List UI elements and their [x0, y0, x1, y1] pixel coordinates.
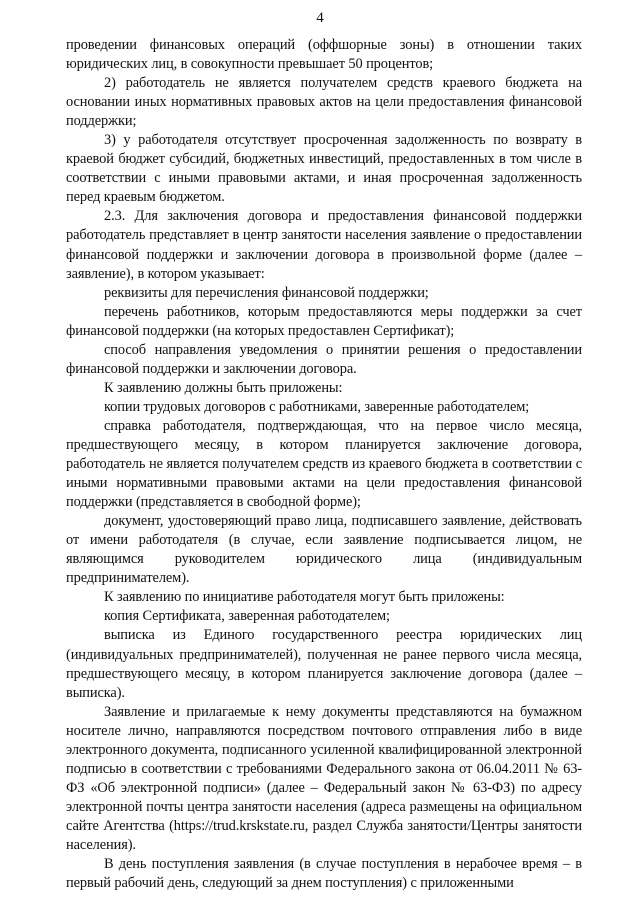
paragraph: проведении финансовых операций (оффшорные зоны) в отношении таких юридических лиц, в совокупности превышает 50 процентов; [66, 37, 582, 73]
paragraph: реквизиты для перечисления финансовой поддержки; [104, 284, 429, 301]
paragraph: К заявлению должны быть приложены: [104, 379, 343, 396]
page-number: 4 [316, 10, 324, 26]
paragraph: 3) у работодателя отсутствует просроченная задолженность по возврату в краевой бюджет субсидий, бюджетных инвестиций, предоставленных в том числе в соответствии с иными правовыми актами, и иная просроченная задолженность перед краевым бюджетом. [66, 132, 582, 206]
paragraph: К заявлению по инициативе работодателя могут быть приложены: [104, 589, 505, 606]
paragraph: выписка из Единого государственного реестра юридических лиц (индивидуальных предпринимателей), полученная не ранее первого числа месяца, предшествующего месяцу, в котором планируется заключение договора (далее – выписка). [66, 627, 582, 701]
paragraph: 2.3. Для заключения договора и предоставления финансовой поддержки работодатель представляет в центр занятости населения заявление о предоставлении финансовой поддержки и заключении договора в произвольной форме (далее – заявление), в котором указывает: [66, 208, 582, 282]
paragraph: справка работодателя, подтверждающая, что на первое число месяца, предшествующего месяцу, в котором планируется заключение договора, работодатель не является получателем средств из краевого бюджета в соответствии с иными нормативными правовыми актами на цели предоставления финансовой поддержки (представляется в свободной форме); [66, 417, 582, 511]
paragraph: копия Сертификата, заверенная работодателем; [104, 608, 390, 625]
paragraph: В день поступления заявления (в случае поступления в нерабочее время – в первый рабочий день, следующий за днем поступления) с приложенными [66, 856, 582, 892]
paragraph: перечень работников, которым предоставляются меры поддержки за счет финансовой поддержки (на которых предоставлен Сертификат); [66, 303, 582, 339]
paragraph: способ направления уведомления о принятии решения о предоставлении финансовой поддержки и заключении договора. [66, 341, 582, 377]
paragraph: 2) работодатель не является получателем средств краевого бюджета на основании иных нормативных правовых актов на цели предоставления финансовой поддержки; [66, 75, 582, 130]
document-body [66, 36, 582, 893]
paragraph: копии трудовых договоров с работниками, заверенные работодателем; [104, 398, 530, 415]
paragraph: Заявление и прилагаемые к нему документы представляются на бумажном носителе лично, направляются посредством почтового отправления либо в виде электронного документа, подписанного усиленной квалифицированной электронной подписью в соответствии с требованиями Федерального закона от 06.04.2011 № 63-ФЗ «Об электронной подписи» (далее – Федеральный закон № 63-ФЗ) по адресу электронной почты центра занятости населения (адреса размещены на официальном сайте Агентства (https://trud.krskstate.ru, раздел Служба занятости/Центры занятости населения). [66, 703, 582, 853]
paragraph: документ, удостоверяющий право лица, подписавшего заявление, действовать от имени работодателя (в случае, если заявление подписывается лицом, не являющимся руководителем юридического лица (индивидуальным предпринимателем). [66, 513, 582, 587]
